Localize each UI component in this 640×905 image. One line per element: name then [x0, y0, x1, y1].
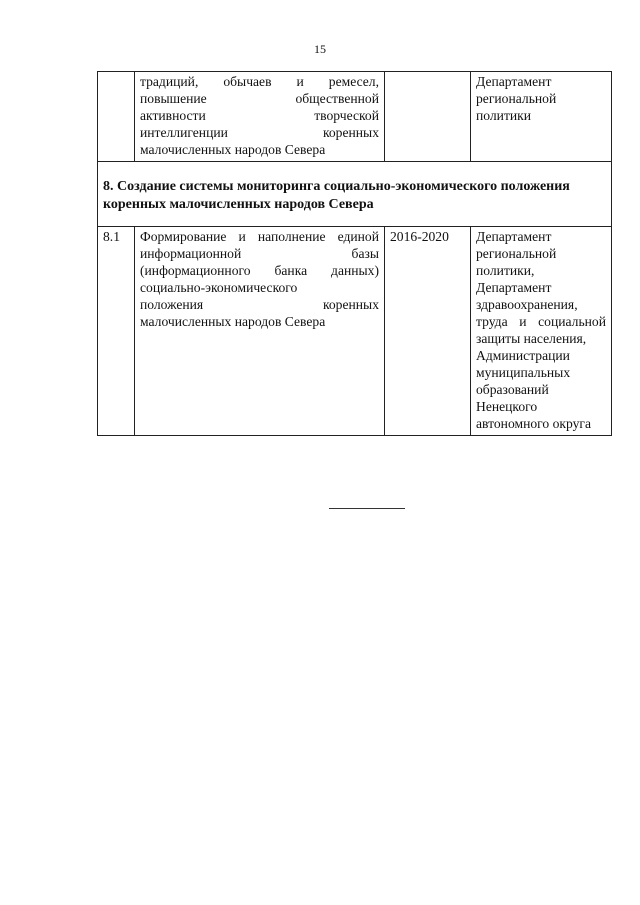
- page-number: 15: [314, 42, 326, 56]
- responsible-line: автономного округа: [476, 416, 592, 431]
- description-line: положения коренных: [140, 297, 379, 312]
- description-line: традиций, обычаев и ремесел,: [140, 74, 379, 89]
- description-line: малочисленных народов Севера: [140, 142, 326, 157]
- responsible-line: региональной: [476, 246, 557, 261]
- responsible-line: образований: [476, 382, 549, 397]
- responsible-line: Администрации: [476, 348, 570, 363]
- responsible-line: Департамент: [476, 74, 552, 89]
- responsible-line: Департамент: [476, 229, 552, 244]
- responsible-line: труда и социальной: [476, 314, 606, 329]
- responsible-line: здравоохранения,: [476, 297, 578, 312]
- responsible-line: Департамент: [476, 280, 552, 295]
- cell-description: [135, 227, 385, 436]
- description-line: социально-экономического: [140, 280, 298, 295]
- description-line: малочисленных народов Севера: [140, 314, 326, 329]
- responsible-line: региональной: [476, 91, 557, 106]
- description-line: интеллигенции коренных: [140, 125, 379, 140]
- table-row-8-1: [98, 227, 612, 436]
- description-line: активности творческой: [140, 108, 379, 123]
- description-line: информационной базы: [140, 246, 379, 261]
- description-line: (информационного банка данных): [140, 263, 379, 278]
- cell-description: [135, 72, 385, 162]
- responsible-line: муниципальных: [476, 365, 571, 380]
- responsible-line: политики: [476, 108, 532, 123]
- cell-responsible: [471, 72, 612, 162]
- cell-period: [385, 72, 471, 162]
- measures-table: [97, 71, 612, 436]
- table-section-row: [98, 162, 612, 227]
- cell-number: 8.1: [98, 227, 135, 436]
- cell-responsible: [471, 227, 612, 436]
- cell-period: 2016-2020: [385, 227, 471, 436]
- responsible-line: защиты населения,: [476, 331, 587, 346]
- cell-number: [98, 72, 135, 162]
- responsible-line: Ненецкого: [476, 399, 538, 414]
- end-of-document-rule: [329, 508, 405, 509]
- responsible-line: политики,: [476, 263, 535, 278]
- table-row-continuation: [98, 72, 612, 162]
- section-title: 8. Создание системы мониторинга социально-экономического положения коренных малочисленных народов Севера: [98, 162, 612, 227]
- description-line: повышение общественной: [140, 91, 379, 106]
- description-line: Формирование и наполнение единой: [140, 229, 379, 244]
